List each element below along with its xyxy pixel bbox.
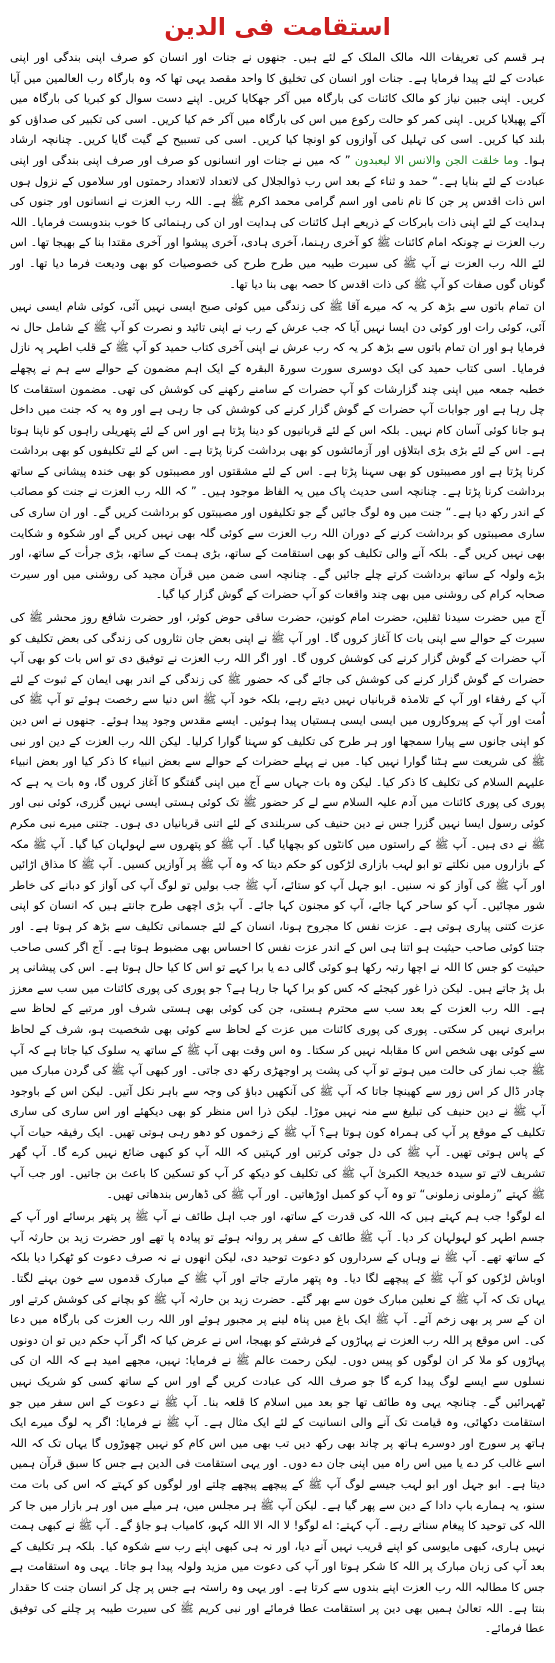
paragraph-text: آج میں حضرت سیدنا ثقلین، حضرت امام کونین، حضرت ساقی حوض کوثر، اور حضرت شافع روز محشر ﷺ کی سیرت کے حوالے سے اپنی بات کا آغاز کروں گا۔ اور آپ ﷺ نے اپنی بعض جان نثاروں کی زندگی کی بعض تکلیف کو آپ حضرات کے گوش گزار کرنے کی کوشش کروں گا۔ اور اگر اللہ رب العزت نے توفیق دی تو اس بات کو بھی آپ حضرات کے گوش گزار کرنے کی کوشش کی جائے گی کہ حضور ﷺ کی زندگی کے اندر بھی ایمان کے ثبوت کے لئے آپ کے رفقاء اور آپ کے تلامذہ قربانیاں نہیں دیتے رہے، بلکہ خود آپ ﷺ اس دنیا سے رخصت ہوئے تو آپ ﷺ کی اُمت اور آپ کے پیروکاروں میں ایسی ایسی ہستیاں پیدا ہوئیں۔ ایسے مقدس وجود پیدا ہوئے۔ جنھوں نے اس دین کو اپنی جانوں سے پیارا سمجھا اور ہر طرح کی تکلیف کو سہنا گوارا کرلیا۔ لیکن اللہ رب العزت کے دین اور نبی ﷺ کی شریعت سے ہٹنا گوارا نہیں کیا۔ میں نے پہلے حضرات کے حوالے سے بعض انبیاء کا ذکر کیا اور بعض انبیاء علیہم السلام کی تکلیف کا ذکر کیا۔ لیکن وہ بات جہاں سے آج میں اپنی گفتگو کا آغاز کروں گا، وہ بات یہ ہے کہ پوری کی پوری کائنات میں آدم علیہ السلام سے لے کر حضور ﷺ تک کوئی ہستی ایسی نہیں گزری، کوئی نبی اور کوئی رسول ایسا نہیں گزرا جس نے دین حنیف کی سربلندی کے لئے اتنی قربانیاں دی ہوں۔ جتنی میرے نبی مکرم ﷺ نے دی ہیں۔ آپ ﷺ کے راستوں میں کانٹوں کو بچھایا گیا۔ آپ ﷺ کو پتھروں سے لہولہان کیا گیا۔ آپ ﷺ مکہ کے بازاروں میں نکلتے تو ابو لہب بازاری لڑکوں کو حکم دیتا کہ وہ آپ ﷺ پر آوازیں کسیں۔ آپ ﷺ کا مذاق اڑائیں اور آپ ﷺ کی آواز کو نہ سنیں۔ ابو جہل آپ کو ستائے، آپ ﷺ جب بولیں تو لوگ آپ کی آواز کو دبانے کی خاطر شور مچائیں۔ آپ کو ساحر کہا جائے، آپ کو مجنون کہا جائے۔ آپ بڑی اچھی طرح جانتے ہیں کہ انسان کو اپنی عزت کتنی پیاری ہوتی ہے۔ عزت نفس کا مجروح ہونا، انسان کے لئے جسمانی تکلیف سے بڑھ کر ہوتا ہے۔ اور جتنا کوئی صاحب حیثیت ہو اتنا ہی اس کے اندر عزت نفس کا احساس بھی مضبوط ہوتا ہے۔ آج اگر کسی صاحب حیثیت کو جس کا اللہ نے اچھا رتبہ رکھا ہو کوئی گالی دے یا برا کہے تو اس کا کیا حال ہوتا ہے۔ اس کی پیشانی پر بل پڑ جاتے ہیں۔ لیکن ذرا غور کیجئے کہ کس کو برا کہا جا رہا ہے؟ جو پوری کی پوری کائنات میں سب سے معزز ہے۔ اللہ رب العزت کے بعد سب سے محترم ہستی، جن کی کوئی بھی ہستی شرف اور مرتبے کے لحاظ سے برابری نہیں کر سکتی۔ پوری کی پوری کائنات میں عزت کے لحاظ سے کوئی بھی شخصیت ہو، شرف کے لحاظ سے کوئی بھی شخص اس کا مقابلہ نہیں کر سکتا۔ وہ اس وقت بھی آپ ﷺ کے ساتھ یہ سلوک کیا جاتا ہے کہ آپ ﷺ جب نماز کی حالت میں ہوتے تو آپ کی پشت پر اوجھڑی رکھ دی جاتی۔ اور کبھی آپ ﷺ کی گردن مبارک میں چادر ڈال کر اس زور سے کھینچا جاتا کہ آپ ﷺ کی آنکھیں دباؤ کی وجہ سے باہر نکل آتیں۔ لیکن اس کے باوجود آپ ﷺ نے دین حنیف کی تبلیغ سے منہ نہیں موڑا۔ لیکن ذرا اس منظر کو بھی دیکھئے اور اس ساری کی ساری تکلیف کے موقع پر آپ کی ہمراہ کون ہوتا ہے؟ آپ ﷺ کے زخموں کو دھو رہی ہوتی تھیں۔ ایک رفیقہ حیات آپ کے پاس ہوتی تھیں۔ آپ ﷺ کی دل جوئی کرتیں اور کہتیں کہ اللہ آپ کو کبھی ضائع نہیں کرے گا۔ آپ گھر تشریف لاتے تو سیدہ خدیجۃ الکبریٰ آپ ﷺ کی تکلیف کو دیکھ کر آپ کو تسکین کا باعث بن جاتیں۔ اور جب آپ ﷺ کہتے ”زملونی زملونی“ تو وہ آپ کو کمبل اوڑھاتیں۔ اور آپ ﷺ کی ڈھارس بندھاتی تھیں۔ (10, 611, 545, 1201)
paragraph (10, 297, 545, 606)
article-title: استقامت فی الدین (164, 13, 391, 41)
paragraph (10, 1207, 545, 1639)
paragraph-text: ” کہ میں نے جنات اور انسانوں کو صرف اور صرف اپنی بندگی اور اپنی عبادت کے لئے بنایا ہے۔“ حمد و ثناء کے بعد اس رب ذوالجلال کی لاتعداد لاتعداد رحمتوں اور سلاموں کے نزول ہوں اس ذات اقدس پر جن کا نام نامی اور اسم گرامی محمد اکرم ﷺ ہے۔ اللہ رب العزت نے انسانوں اور جنوں کی ہدایت کے لئے اپنی ذات بابرکات کے ذریعے اہل کائنات کی ہدایت اور ان کی رہنمائی کا خوب بندوبست فرمایا۔ اللہ رب العزت نے چونکہ امام کائنات ﷺ کو آخری رہنما، آخری ہادی، آخری پیشوا اور آخری مقتدا بنا کے بھیجا تھا۔ اس لئے اللہ رب العزت نے آپ ﷺ کی سیرت طیبہ میں طرح طرح کی خصوصیات کو بھی ودیعت فرما دیا تھا۔ اور گوناں گوں صفات کو آپ ﷺ کی ذات اقدس کا حصہ بھی بنا دیا تھا۔ (10, 153, 545, 291)
quran-quote: وما خلقت الجن والانس الا لیعبدون (354, 153, 519, 167)
paragraph (10, 48, 545, 295)
paragraph-text: اے لوگو! جب ہم کہتے ہیں کہ اللہ کی قدرت کے ساتھ، اور جب اہل طائف نے آپ ﷺ پر پتھر برسائے اور آپ کے جسم اطہر کو لہولہان کر دیا۔ آپ ﷺ طائف کے سفر پر روانہ ہوئے تو پیادہ پا تھے اور حضرت زید بن حارثہ آپ کے ساتھ تھے۔ آپ ﷺ نے وہاں کے سرداروں کو دعوت توحید دی، لیکن انھوں نے نہ صرف دعوت کو ٹھکرا دیا بلکہ اوباش لڑکوں کو آپ ﷺ کے پیچھے لگا دیا۔ وہ پتھر مارتے جاتے اور آپ ﷺ کے مبارک قدموں سے خون بہنے لگتا۔ یہاں تک کہ آپ ﷺ کے نعلین مبارک خون سے بھر گئے۔ حضرت زید بن حارثہ آپ ﷺ کو بچانے کی کوشش کرتے اور ان کے سر پر بھی زخم آئے۔ آپ ﷺ ایک باغ میں پناہ لینے پر مجبور ہوئے اور اللہ رب العزت کی بارگاہ میں دعا کی۔ اس موقع پر اللہ رب العزت نے پہاڑوں کے فرشتے کو بھیجا، اس نے عرض کیا کہ اگر آپ حکم دیں تو ان دونوں پہاڑوں کو ملا کر ان لوگوں کو پیس دوں۔ لیکن رحمت عالم ﷺ نے فرمایا: نہیں، مجھے امید ہے کہ اللہ ان کی نسلوں سے ایسے لوگ پیدا کرے گا جو صرف اللہ کی عبادت کریں گے اور اس کے ساتھ کسی کو شریک نہیں ٹھہرائیں گے۔ چنانچہ یہی وہ طائف تھا جو بعد میں اسلام کا قلعہ بنا۔ آپ ﷺ نے دعوت کے اس سفر میں جو استقامت دکھائی، وہ قیامت تک آنے والی انسانیت کے لئے ایک مثال ہے۔ آپ ﷺ نے فرمایا: اگر یہ لوگ میرے ایک ہاتھ پر سورج اور دوسرے ہاتھ پر چاند بھی رکھ دیں تب بھی میں اس کام کو نہیں چھوڑوں گا یہاں تک کہ اللہ اسے غالب کر دے یا میں اس راہ میں اپنی جان دے دوں۔ اور یہی استقامت فی الدین ہے جس کا سبق قرآن ہمیں دیتا ہے۔ ابو جہل اور ابو لہب جیسے لوگ آپ ﷺ کے پیچھے پیچھے چلتے اور لوگوں کو کہتے کہ اس کی بات مت سنو، یہ ہمارے باپ دادا کے دین سے پھر گیا ہے۔ لیکن آپ ﷺ ہر مجلس میں، ہر میلے میں اور ہر بازار میں جا کر اللہ کی توحید کا پیغام سناتے رہے۔ آپ کہتے: اے لوگو! لا الہ الا اللہ کہو، کامیاب ہو جاؤ گے۔ آپ ﷺ نے کبھی ہمت نہیں ہاری، کبھی مایوسی کو اپنے قریب نہیں آنے دیا، اور نہ ہی کبھی اپنے رب سے شکوہ کیا۔ بلکہ ہر تکلیف کے بعد آپ کی زبان مبارک پر اللہ کا شکر ہوتا اور آپ کی دعوت میں مزید ولولہ پیدا ہو جاتا۔ یہی وہ استقامت ہے جس کا مطالبہ اللہ رب العزت اپنے بندوں سے کرتا ہے۔ اور یہی وہ راستہ ہے جس پر چل کر انسان جنت کا حقدار بنتا ہے۔ اللہ تعالیٰ ہمیں بھی دین پر استقامت عطا فرمائے اور نبی کریم ﷺ کی سیرت طیبہ پر چلنے کی توفیق عطا فرمائے۔ (10, 1210, 545, 1636)
paragraph-text: ان تمام باتوں سے بڑھ کر یہ کہ میرے آقا ﷺ کی زندگی میں کوئی صبح ایسی نہیں آئی، کوئی شام ایسی نہیں آئی، کوئی رات اور کوئی دن ایسا نہیں آیا کہ جب عرش کے رب نے اپنی تائید و نصرت کو آپ ﷺ کے شامل حال نہ فرمایا ہو اور ان تمام باتوں سے بڑھ کر یہ کہ رب عرش نے اپنی آخری کتاب حمید کو آپ ﷺ کے قلب اطہر پہ نازل فرمایا۔ اسی کتاب حمید کی ایک دوسری سورت سورۃ البقرہ کے ایک اہم مضمون کے حوالے سے ہم نے پچھلے خطبہ جمعہ میں اپنی چند گزارشات کو آپ حضرات کے سامنے رکھنے کی کوشش کی تھی۔ مضمون استقامت کا چل رہا ہے اور جوابات آپ حضرات کے گوش گزار کرنے کی کوشش کی جا رہی ہے اور وہ یہ کہ جنت میں داخل ہو جانا کوئی آسان کام نہیں۔ بلکہ اس کے لئے قربانیوں کو دینا پڑتا ہے اور اس کے لئے پتھریلی راہوں کو ناپنا ہوتا ہے۔ اس کے لئے بڑی بڑی ابتلاؤں اور آزمائشوں کو بھی برداشت کرنا پڑتا ہے۔ اس کے لئے تکلیفوں کو بھی برداشت کرنا پڑتا ہے اور مصیبتوں کو بھی سہنا پڑتا ہے۔ اس کے لئے مشقتوں اور مصیبتوں کو بھی خندہ پیشانی کے ساتھ برداشت کرنا پڑتا ہے۔ چنانچہ اسی حدیث پاک میں یہ الفاظ موجود ہیں۔ ” کہ اللہ رب العزت نے جنت کو مصائب کے اندر رکھ دیا ہے۔“ جنت میں وہ لوگ جائیں گے جو تکلیفوں اور مصیبتوں کو برداشت کریں گے۔ اور ان ساری کی ساری مصیبتوں کو برداشت کرنے کے دوران اللہ رب العزت سے کوئی گلہ بھی نہیں کریں گے اور شکوہ و شکایت بھی نہیں کریں گے۔ بلکہ آنے والی تکلیف کو بھی استقامت کے ساتھ، بڑی ہمت کے ساتھ، بڑی جرأت کے ساتھ، اور بڑے ولولہ کے ساتھ برداشت کرتے چلے جائیں گے۔ چنانچہ اسی ضمن میں قرآن مجید کی روشنی میں اور سیرت صحابہ کرام کی روشنی میں بھی چند واقعات کو آپ حضرات کے گوش گزار کیا گیا۔ (10, 300, 545, 602)
paragraph-text: ہر قسم کی تعریفات اللہ مالک الملک کے لئے ہیں۔ جنھوں نے جنات اور انسان کو صرف اپنی بندگی اور اپنی عبادت کے لئے پیدا فرمایا ہے۔ جنات اور انسان کی تخلیق کا واحد مقصد یہی تھا کہ وہ بارگاہ رب العالمین میں آیا کریں۔ اپنی جبین نیاز کو مالک کائنات کی بارگاہ میں آکر جھکایا کریں۔ اپنے دست سوال کو کبریا کی بارگاہ میں آکے پھیلایا کریں۔ اپنی کمر کو حالت رکوع میں اس کی بارگاہ میں آکر خم کیا کریں۔ اسی کی تکبیر کی صداؤں کو بلند کیا کریں۔ اسی کی تہلیل کی آوازوں کو اونچا کیا کریں۔ اسی کی تسبیح کے گیت گایا کریں۔ چنانچہ ارشاد ہوا۔ (10, 51, 546, 167)
paragraph (10, 608, 545, 1205)
article-body (10, 48, 545, 1640)
